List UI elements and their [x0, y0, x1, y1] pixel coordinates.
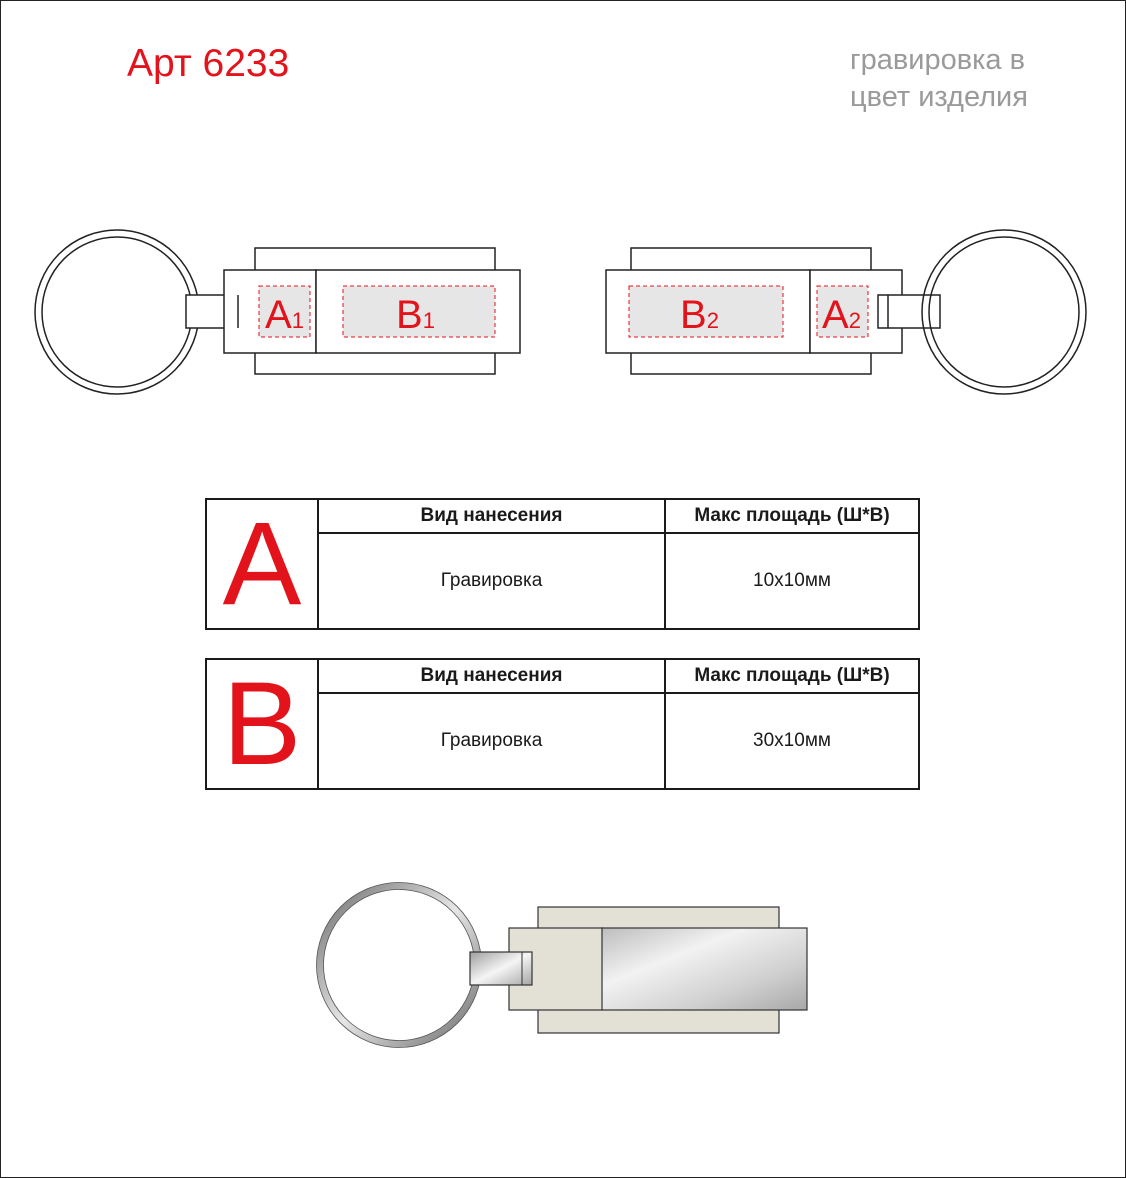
- table-b-method: Гравировка: [318, 693, 665, 789]
- zone-b1-label: B1: [396, 293, 435, 337]
- table-b-header-area: Макс площадь (Ш*В): [665, 659, 919, 693]
- engraving-note-line-1: гравировка в: [850, 44, 1026, 76]
- table-a-header-area: Макс площадь (Ш*В): [665, 499, 919, 533]
- engraving-note-line-2: цвет изделия: [850, 81, 1028, 113]
- table-a-area: 10x10мм: [665, 533, 919, 629]
- zone-a2-label: A2: [822, 293, 861, 337]
- key-ring-right: [922, 230, 1086, 394]
- spec-table-a: [205, 498, 920, 630]
- front-plate-render: [602, 928, 807, 1010]
- table-b-letter: B: [206, 659, 318, 789]
- article-number: Арт 6233: [127, 42, 290, 85]
- table-a-method: Гравировка: [318, 533, 665, 629]
- spec-table-b: [205, 658, 920, 790]
- table-b-area: 30x10мм: [665, 693, 919, 789]
- zone-b2-label: B2: [680, 293, 719, 337]
- strap-render: [470, 952, 532, 985]
- key-ring-render: [317, 883, 482, 1048]
- table-a-header-method: Вид нанесения: [318, 499, 665, 533]
- keychain-product-render: [317, 883, 808, 1048]
- zone-a1-label: A1: [265, 293, 304, 337]
- table-b-header-method: Вид нанесения: [318, 659, 665, 693]
- keychain-side-1: [35, 230, 520, 394]
- key-ring-left: [35, 230, 199, 394]
- keychain-side-2: [606, 230, 1086, 394]
- table-a-letter: A: [206, 499, 318, 629]
